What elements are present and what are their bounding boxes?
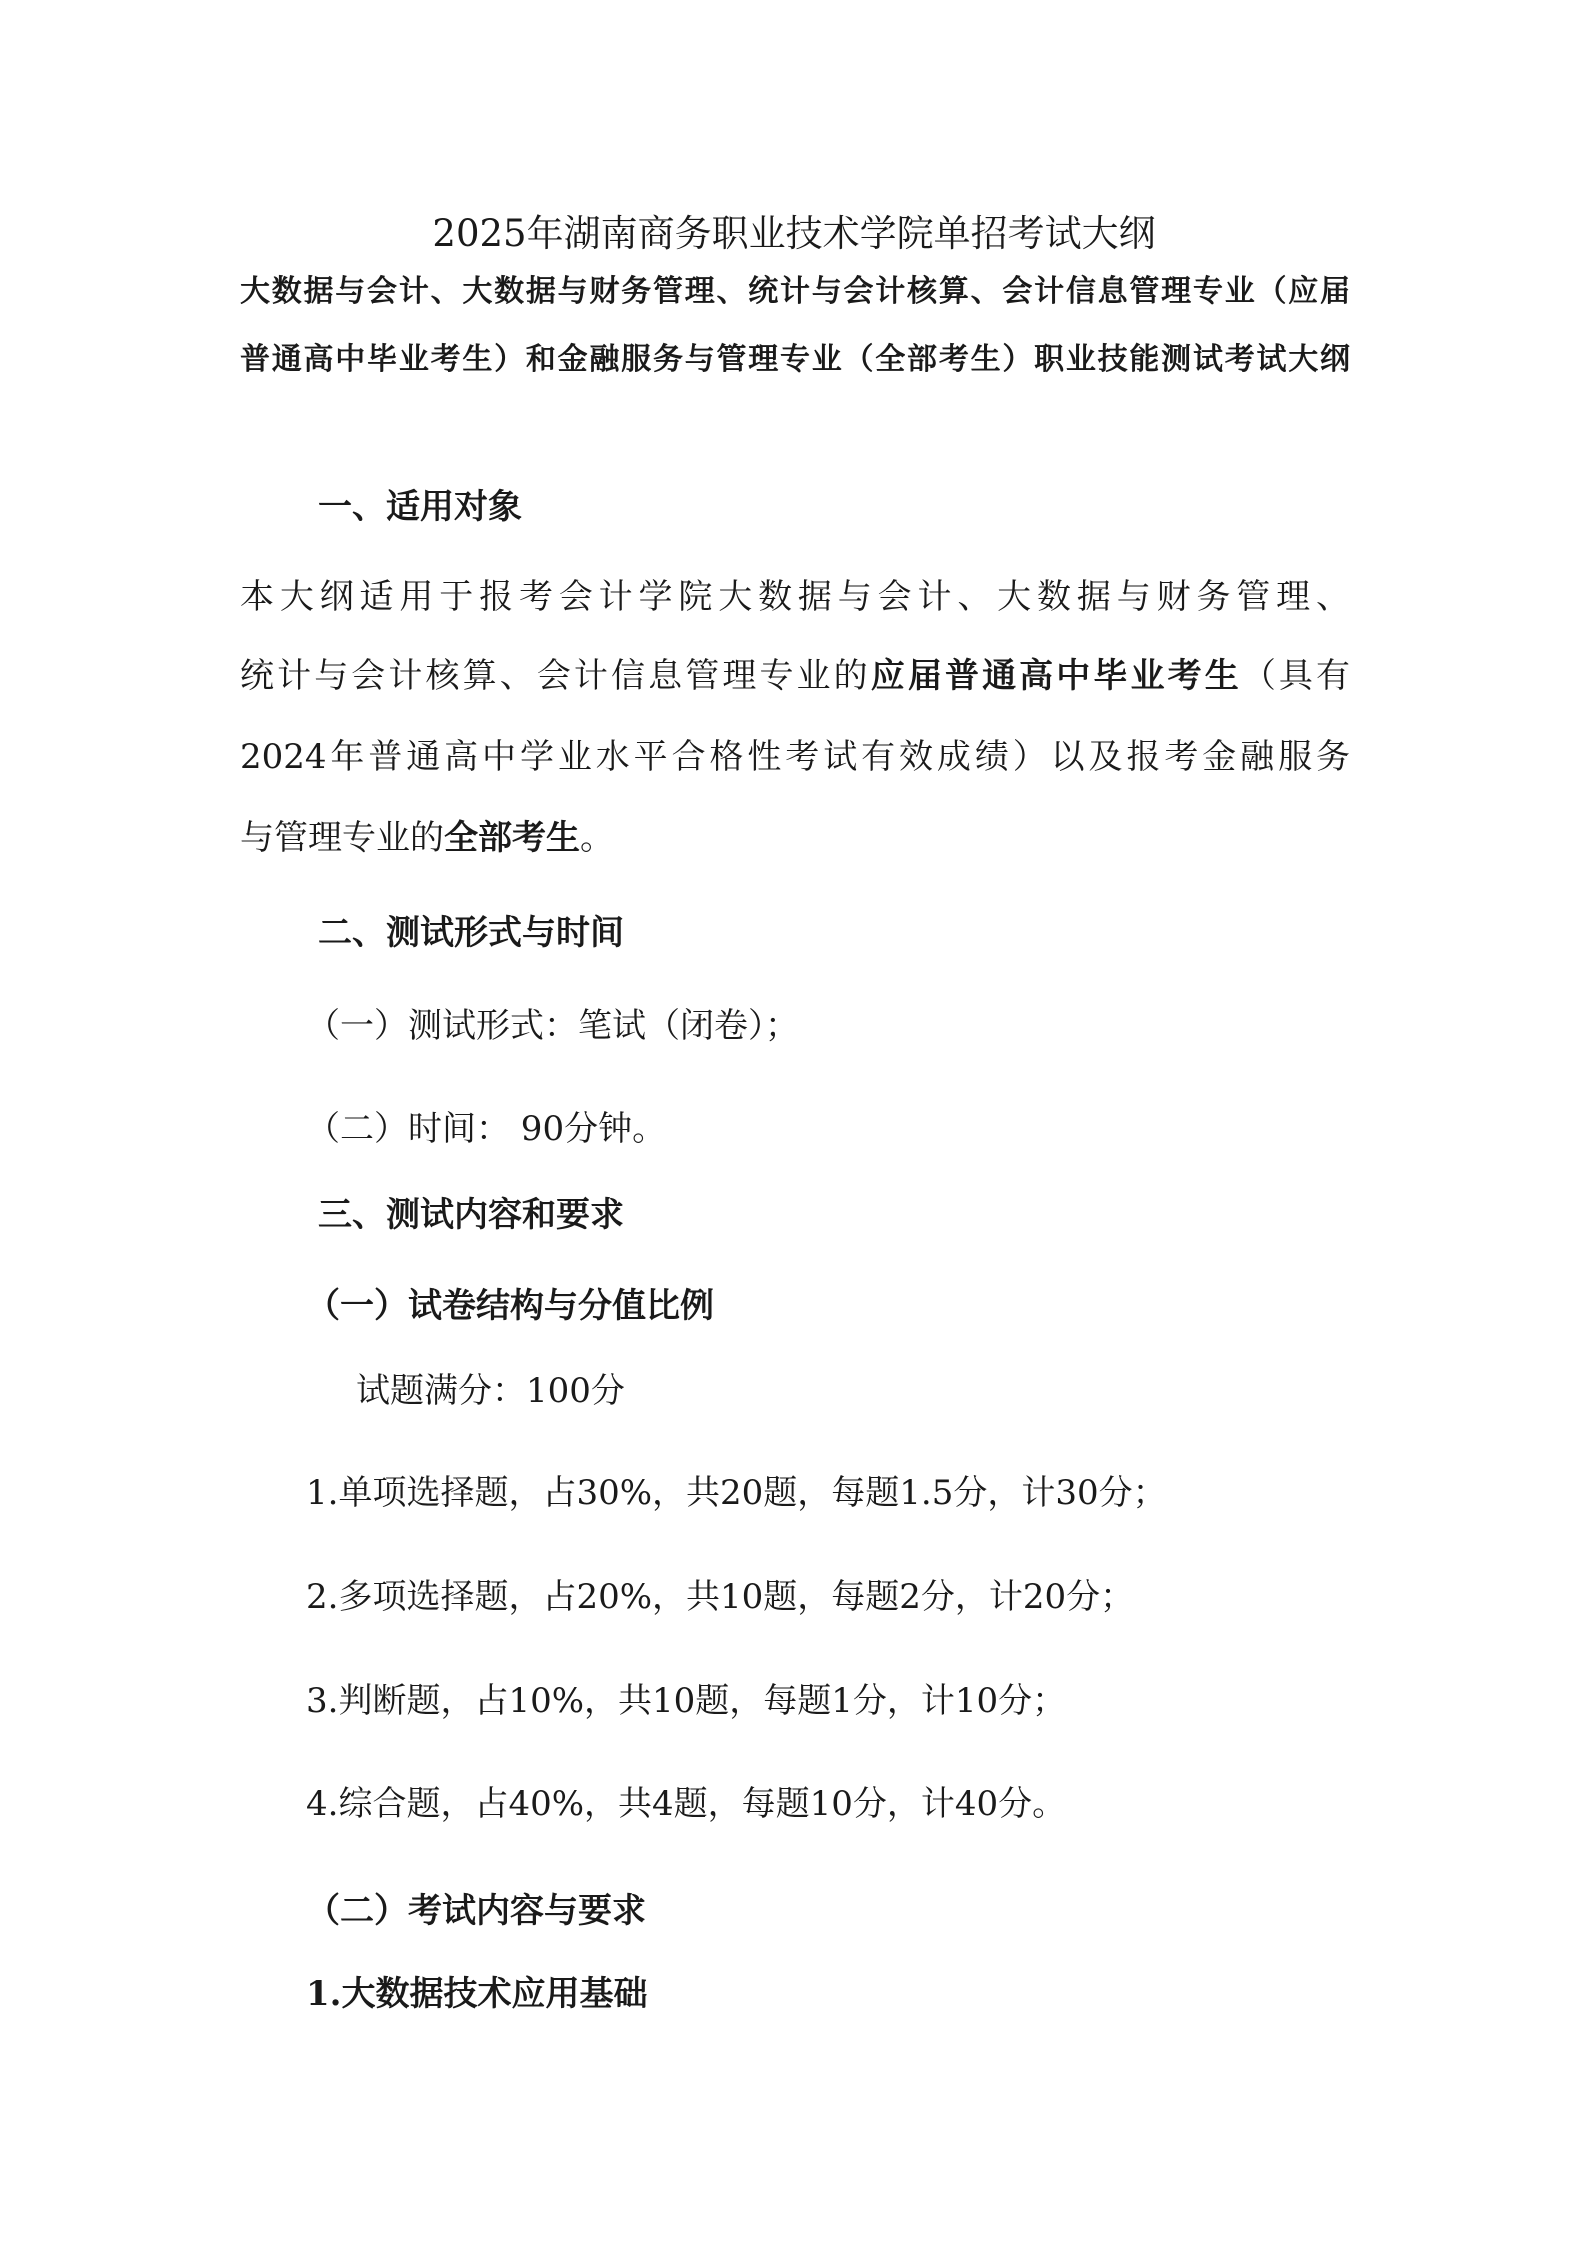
question-type-item-1: 1.单项选择题，占30%，共20题，每题1.5分，计30分； bbox=[306, 1473, 1167, 1513]
paragraph-emphasis-fresh-graduates: 应届普通高中毕业考生 bbox=[870, 656, 1242, 696]
question-type-item-3: 3.判断题，占10%，共10题，每题1分，计10分； bbox=[306, 1681, 1067, 1721]
section-3-sub2-heading: （二）考试内容与要求 bbox=[306, 1891, 646, 1931]
paragraph-emphasis-all-candidates: 全部考生 bbox=[444, 818, 580, 858]
paragraph-text: 。 bbox=[580, 818, 614, 858]
document-subtitle-line-1: 大数据与会计、大数据与财务管理、统计与会计核算、会计信息管理专业（应届 bbox=[240, 274, 1350, 309]
section-3-sub1-heading: （一）试卷结构与分值比例 bbox=[306, 1286, 714, 1326]
paragraph-text: （具有 bbox=[1241, 656, 1351, 696]
section-1-paragraph-line-3: 2024年普通高中学业水平合格性考试有效成绩）以及报考金融服务 bbox=[240, 737, 1350, 777]
question-type-item-4: 4.综合题，占40%，共4题，每题10分，计40分。 bbox=[306, 1784, 1067, 1824]
paragraph-text: 统计与会计核算、会计信息管理专业的 bbox=[240, 656, 871, 696]
section-3-heading: 三、测试内容和要求 bbox=[318, 1195, 624, 1235]
section-2-heading: 二、测试形式与时间 bbox=[318, 913, 624, 953]
section-3-sub2-item-1: 1.大数据技术应用基础 bbox=[306, 1974, 648, 2014]
question-type-item-2: 2.多项选择题，占20%，共10题，每题2分，计20分； bbox=[306, 1577, 1135, 1617]
section-1-heading: 一、适用对象 bbox=[318, 487, 522, 527]
section-2-item-format: （一）测试形式：笔试（闭卷）； bbox=[306, 1006, 799, 1046]
section-2-item-time: （二）时间： 90分钟。 bbox=[306, 1109, 667, 1149]
document-title: 2025年湖南商务职业技术学院单招考试大纲 bbox=[432, 212, 1156, 255]
paragraph-text: 与管理专业的 bbox=[240, 818, 444, 858]
full-score-text: 试题满分：100分 bbox=[356, 1371, 625, 1411]
section-1-paragraph-line-1: 本大纲适用于报考会计学院大数据与会计、大数据与财务管理、 bbox=[240, 577, 1350, 617]
section-1-paragraph-line-4 bbox=[240, 814, 614, 862]
section-1-paragraph-line-2 bbox=[240, 652, 1350, 700]
document-subtitle-line-2: 普通高中毕业考生）和金融服务与管理专业（全部考生）职业技能测试考试大纲 bbox=[240, 342, 1350, 377]
